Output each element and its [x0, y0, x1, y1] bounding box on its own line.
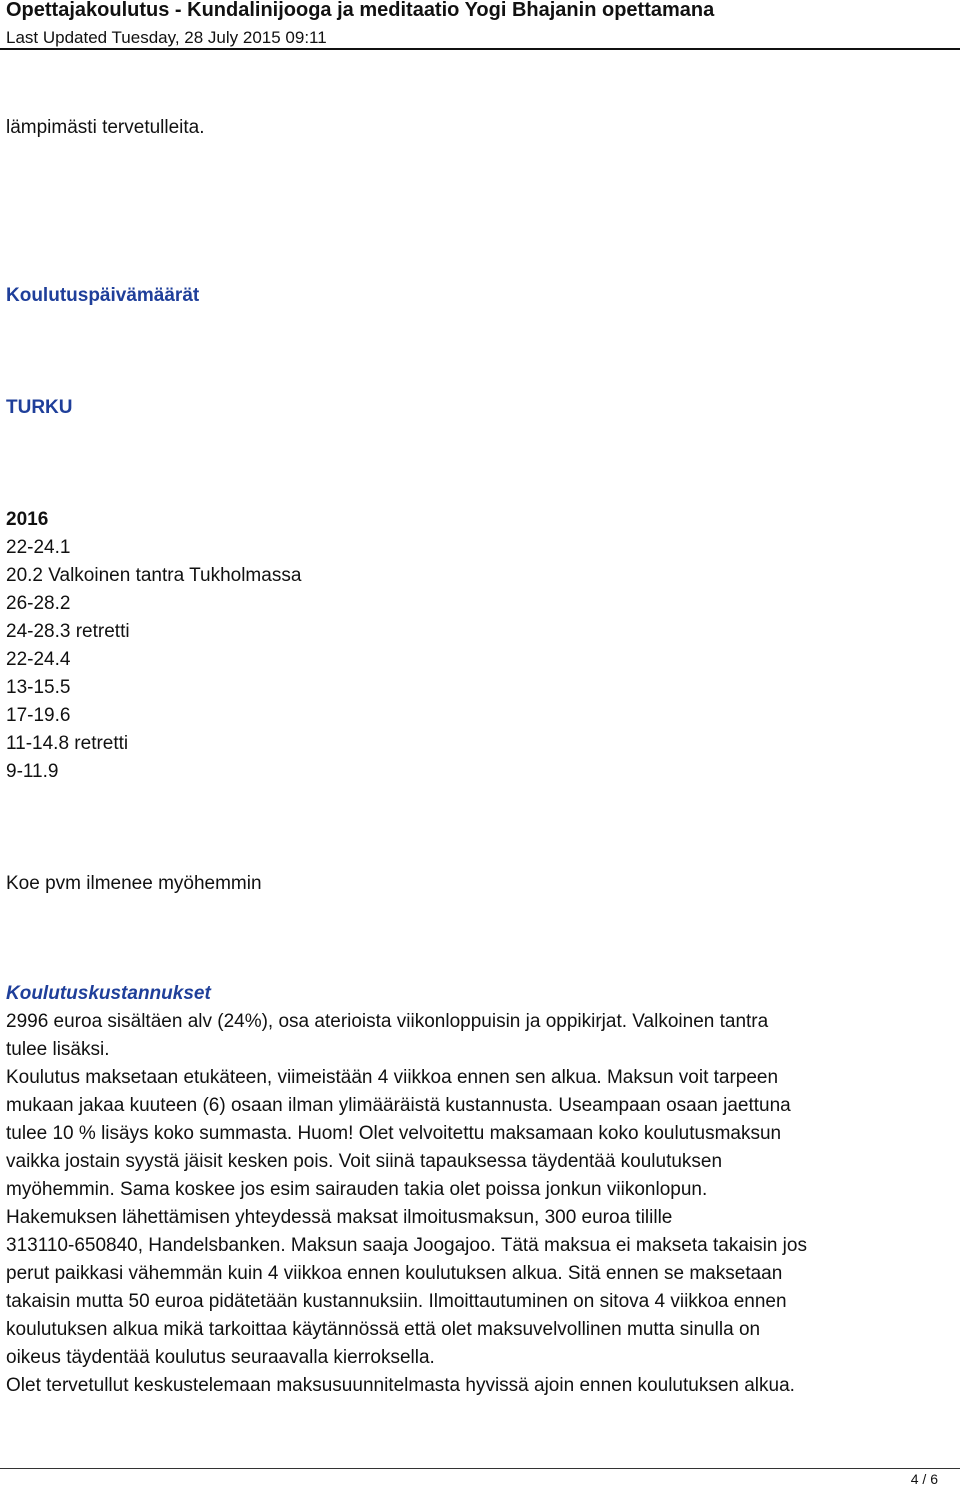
paragraph-line: Hakemuksen lähettämisen yhteydessä maksat ilmoitusmaksun, 300 euroa tilille: [6, 1207, 673, 1228]
paragraph-line: oikeus täydentää koulutus seuraavalla kierroksella.: [6, 1347, 435, 1368]
paragraph-line: Koulutus maksetaan etukäteen, viimeistään 4 viikkoa ennen sen alkua. Maksun voit tarpeen: [6, 1067, 779, 1088]
page-header: [6, 0, 956, 49]
year-label: 2016: [6, 509, 49, 530]
city-heading: TURKU: [6, 397, 73, 418]
last-updated: Last Updated Tuesday, 28 July 2015 09:11: [6, 28, 327, 47]
list-item: 22-24.4: [6, 649, 71, 670]
paragraph-line: 2996 euroa sisältäen alv (24%), osa aterioista viikonloppuisin ja oppikirjat. Valkoinen tantra: [6, 1011, 769, 1032]
list-item: 22-24.1: [6, 537, 71, 558]
list-item: 24-28.3 retretti: [6, 621, 130, 642]
list-item: 20.2 Valkoinen tantra Tukholmassa: [6, 565, 302, 586]
dates-heading: Koulutuspäivämäärät: [6, 285, 200, 306]
footer-divider: [0, 1468, 960, 1469]
paragraph-line: 313110-650840, Handelsbanken. Maksun saaja Joogajoo. Tätä maksua ei makseta takaisin jos: [6, 1235, 807, 1256]
paragraph-line: koulutuksen alkua mikä tarkoittaa käytännössä että olet maksuvelvollinen mutta sinulla on: [6, 1319, 761, 1340]
paragraph-line: Olet tervetullut keskustelemaan maksusuunnitelmasta hyvissä ajoin ennen koulutuksen alkua.: [6, 1375, 795, 1396]
paragraph-line: mukaan jakaa kuuteen (6) osaan ilman ylimääräistä kustannusta. Useampaan osaan jaettuna: [6, 1095, 791, 1116]
paragraph-line: perut paikkasi vähemmän kuin 4 viikkoa ennen koulutuksen alkua. Sitä ennen se maksetaan: [6, 1263, 783, 1284]
paragraph-line: myöhemmin. Sama koskee jos esim sairauden takia olet poissa jonkun viikonlopun.: [6, 1179, 708, 1200]
list-item: 9-11.9: [6, 761, 59, 782]
list-item: 13-15.5: [6, 677, 71, 698]
list-item: 26-28.2: [6, 593, 71, 614]
list-item: 11-14.8 retretti: [6, 733, 129, 754]
list-item: 17-19.6: [6, 705, 71, 726]
paragraph-line: takaisin mutta 50 euroa pidätetään kustannuksiin. Ilmoittautuminen on sitova 4 viikkoa ennen: [6, 1291, 787, 1312]
costs-heading: Koulutuskustannukset: [6, 983, 211, 1004]
costs-paragraph: [6, 1008, 952, 1400]
date-list: [6, 534, 301, 786]
page-number: 4 / 6: [910, 1471, 938, 1487]
welcome-text: lämpimästi tervetulleita.: [6, 117, 205, 138]
exam-note: Koe pvm ilmenee myöhemmin: [6, 873, 262, 894]
document-title: Opettajakoulutus - Kundalinijooga ja meditaatio Yogi Bhajanin opettamana: [6, 0, 715, 21]
paragraph-line: tulee lisäksi.: [6, 1039, 110, 1060]
paragraph-line: tulee 10 % lisäys koko summasta. Huom! Olet velvoitettu maksamaan koko koulutusmaksun: [6, 1123, 782, 1144]
header-divider: [0, 48, 960, 50]
paragraph-line: vaikka jostain syystä jäisit kesken pois. Voit siinä tapauksessa täydentää koulutuksen: [6, 1151, 723, 1172]
